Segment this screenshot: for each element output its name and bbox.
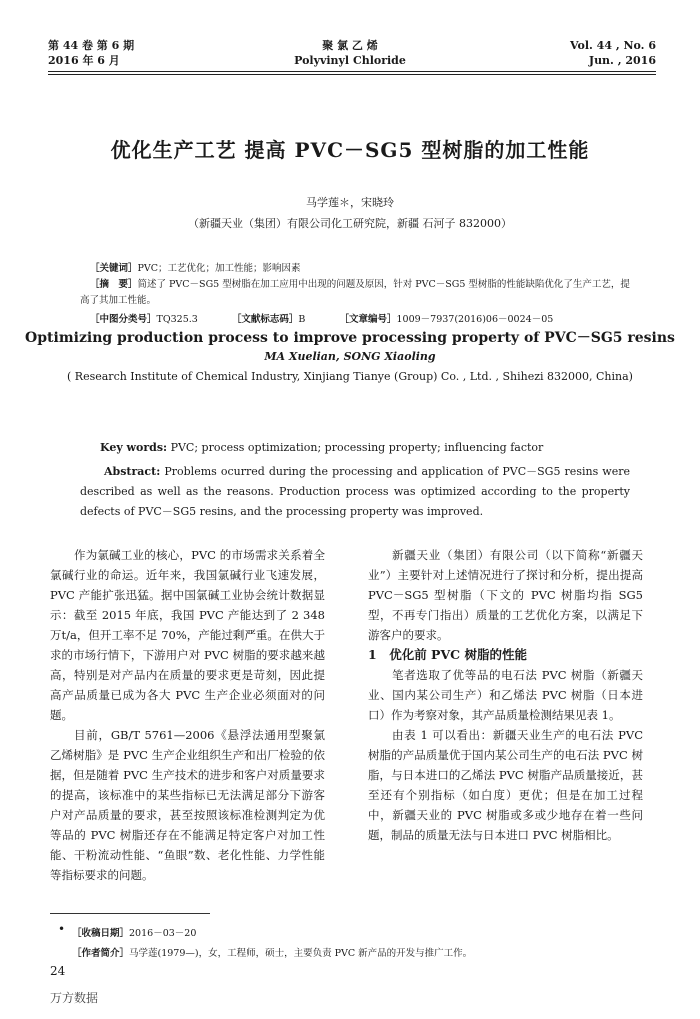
header-volume: 第 44 卷 第 6 期 (48, 39, 135, 52)
footnote-rule (50, 913, 210, 914)
body-paragraph: 由表 1 可以看出：新疆天业生产的电石法 PVC 树脂的产品质量优于国内某公司生产的电石法 PVC 树脂，与日本进口的乙烯法 PVC 树脂产品质量接近，甚至还有个别指标（如白度）更优；但是在加工过程中，新疆天业的 PVC 树脂或多或少地存在着一些问题，制品的质量无法与日本进口 PVC 树脂相比。 (368, 728, 643, 842)
header-journal-cn: 聚 氯 乙 烯 (322, 39, 378, 52)
keywords-en (100, 441, 630, 454)
abstract-en (80, 462, 630, 522)
footnote-author-bio (72, 945, 472, 959)
bio-value: 马学莲(1979—)，女，工程师，硕士，主要负责 PVC 新产品的开发与推广工作。 (129, 948, 473, 959)
header-date-en: Jun. , 2016 (588, 54, 656, 67)
header-rule-thin (48, 74, 656, 75)
affiliation-cn: （新疆天业（集团）有限公司化工研究院，新疆 石河子 832000） (188, 217, 512, 230)
article-no-label: ［文章编号］ (339, 314, 397, 325)
clc-value: TQ325.3 (156, 314, 198, 325)
keywords-cn-text: PVC；工艺优化；加工性能；影响因素 (137, 263, 301, 274)
classification-line (90, 312, 630, 328)
header-date-cn: 2016 年 6 月 (48, 54, 120, 67)
abstract-en-text: Problems ocurred during the processing and application of PVC－SG5 resins were described as well as the reasons. Production process was optimized according to the property defects of PVC－SG5 resins, and the processing property was improved. (80, 465, 630, 518)
abstract-cn-label: ［摘 要］ (90, 279, 138, 290)
bio-label: ［作者简介］ (72, 948, 130, 959)
doc-code-value: B (298, 314, 306, 325)
page-number: 24 (50, 964, 66, 978)
footnote-bullet: • (58, 922, 66, 936)
affiliation-en: ( Research Institute of Chemical Industry, Xinjiang Tianye (Group) Co. , Ltd. , Shihezi 832000, China) (67, 370, 633, 383)
body-paragraph: 笔者选取了优等品的电石法 PVC 树脂（新疆天业、国内某公司生产）和乙烯法 PVC 树脂（日本进口）作为考察对象，其产品质量检测结果见表 1。 (368, 668, 643, 722)
received-label: ［收稿日期］ (72, 928, 130, 939)
doc-code-label: ［文献标志码］ (231, 314, 299, 325)
body-left-column (50, 545, 325, 885)
clc-label: ［中图分类号］ (90, 314, 157, 325)
body-paragraph: 作为氯碱工业的核心，PVC 的市场需求关系着全氯碱行业的命运。近年来，我国氯碱行业飞速发展，PVC 产能扩张迅猛。据中国氯碱工业协会统计数据显示：截至 2015 年底，我国 PVC 产能达到了 2 348 万t/a，但开工率不足 70%，产能过剩严重。在供大于求的市场行情下，下游用户对 PVC 树脂的要求越来越高，特别是对产品内在质量的要求更是苛刻，因此提高产品质量已成为各大 PVC 生产企业必须面对的问题。 (50, 548, 325, 722)
header-journal-en: Polyvinyl Chloride (294, 54, 406, 67)
abstract-en-label: Abstract: (104, 465, 161, 478)
header-rule-thick (48, 71, 656, 72)
title-cn: 优化生产工艺 提高 PVC－SG5 型树脂的加工性能 (110, 138, 590, 162)
article-no-value: 1009－7937(2016)06－0024－05 (396, 314, 554, 325)
watermark: 万方数据 (50, 991, 99, 1005)
received-value: 2016－03－20 (129, 928, 197, 939)
title-en: Optimizing production process to improve processing property of PVC－SG5 resins (25, 330, 675, 346)
header-vol-en (570, 38, 656, 68)
keywords-en-label: Key words: (100, 441, 168, 454)
abstract-cn-text: 简述了 PVC－SG5 型树脂在加工应用中出现的问题及原因，针对 PVC－SG5 型树脂的性能缺陷优化了生产工艺，提高了其加工性能。 (80, 279, 630, 306)
body-paragraph: 目前，GB/T 5761—2006《悬浮法通用型聚氯乙烯树脂》是 PVC 生产企业组织生产和出厂检验的依据，但是随着 PVC 生产技术的进步和客户对质量要求的提高，该标准中的某些指标已无法满足部分下游客户对产品质量的要求，甚至按照该标准检测判定为优等品的 PVC 树脂还存在不能满足特定客户对加工性能、干粉流动性能、“鱼眼”数、老化性能、力学性能等指标要求的问题。 (50, 728, 325, 882)
keywords-en-text: PVC; process optimization; processing property; influencing factor (167, 441, 544, 454)
body-paragraph: 新疆天业（集团）有限公司（以下简称“新疆天业”）主要针对上述情况进行了探讨和分析，提出提高 PVC－SG5 型树脂（下文的 PVC 树脂均指 SG5 型，不再专门指出）质量的工艺优化方案，以满足下游客户的要求。 (368, 548, 643, 642)
keywords-cn (90, 261, 630, 277)
section-heading: 1 优化前 PVC 树脂的性能 (368, 647, 527, 662)
body-right-column (368, 545, 643, 845)
header-vol-no: Vol. 44 , No. 6 (569, 39, 656, 52)
abstract-cn (80, 277, 630, 309)
keywords-cn-label: ［关键词］ (90, 263, 138, 274)
authors-en: MA Xuelian, SONG Xiaoling (264, 350, 436, 363)
footnote-received (72, 925, 196, 939)
authors-cn: 马学莲＊，宋晓玲 (306, 196, 394, 209)
